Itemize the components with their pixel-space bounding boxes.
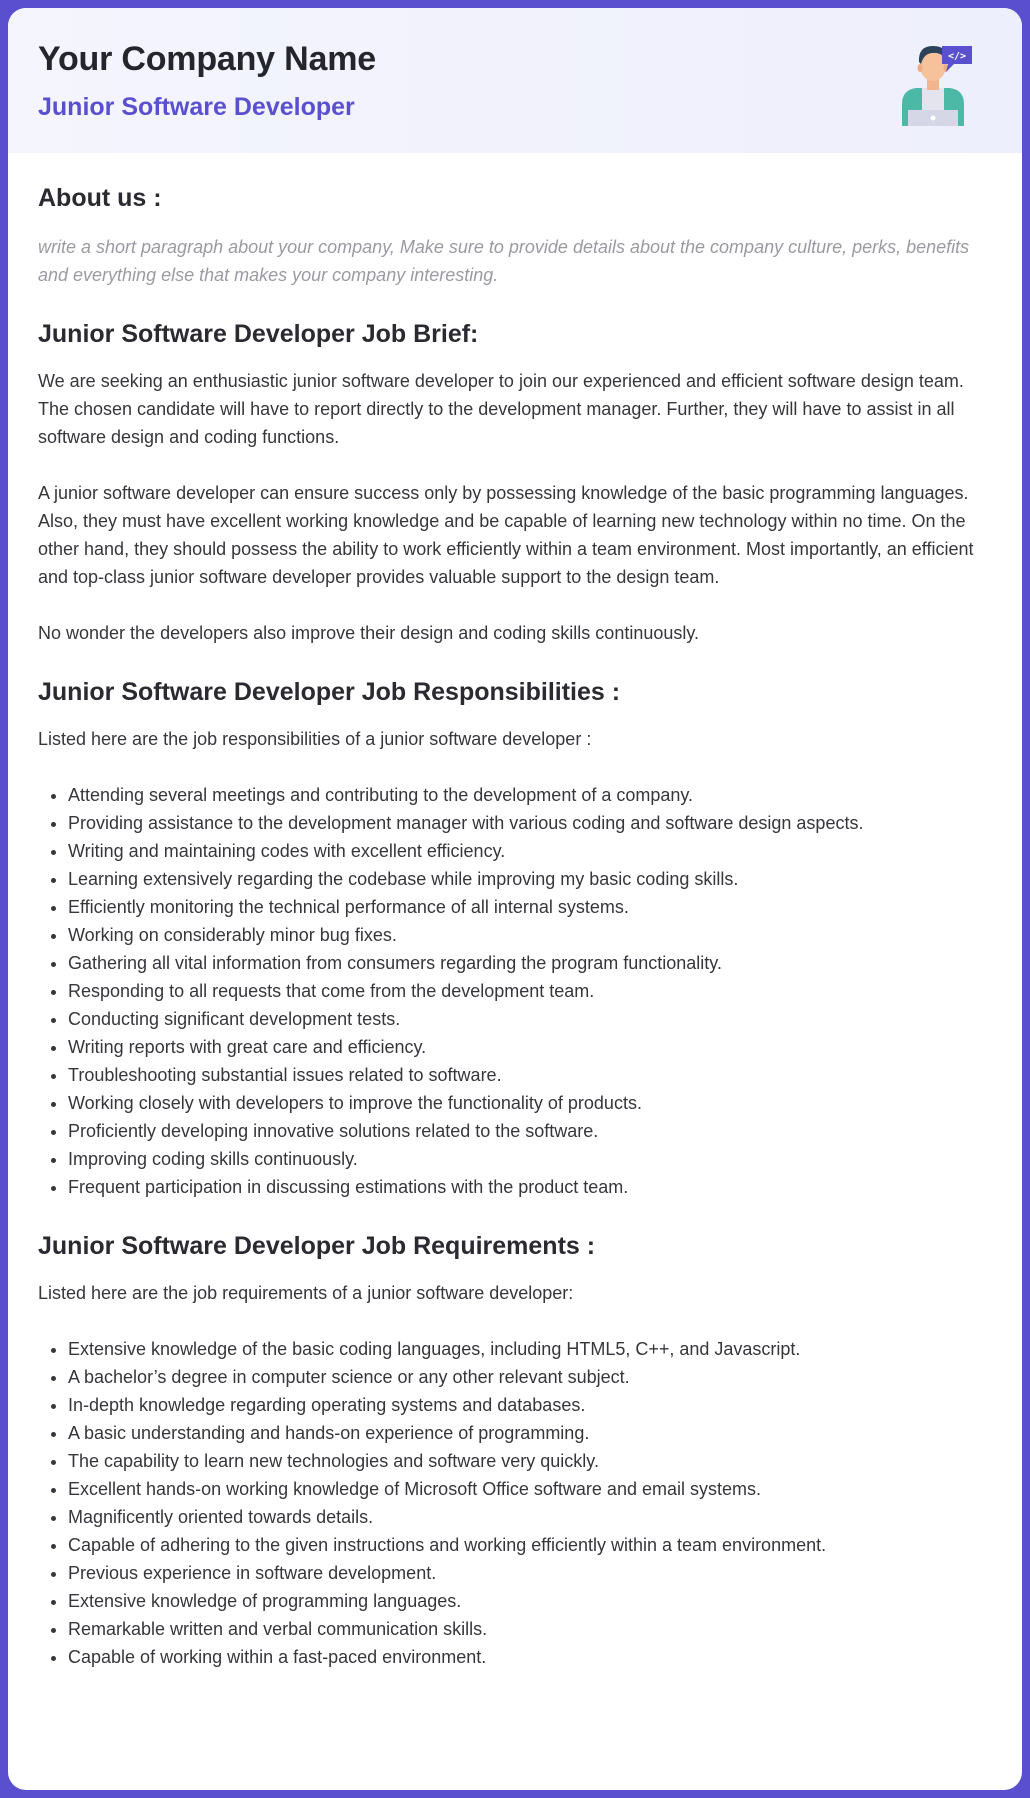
brief-heading: Junior Software Developer Job Brief:: [38, 320, 479, 348]
list-item: • Providing assistance to the development manager with various coding and software design aspects.: [68, 809, 992, 837]
list-item: • A bachelor’s degree in computer science or any other relevant subject.: [68, 1363, 992, 1391]
brief-paragraph: No wonder the developers also improve their design and coding skills continuously.: [38, 623, 700, 643]
brief-paragraph: We are seeking an enthusiastic junior software developer to join our experienced and efficient software design team. The chosen candidate will have to report directly to the development manager. Further, they will have to assist in all software design and coding functions.: [38, 371, 964, 447]
list-item: • Extensive knowledge of the basic coding languages, including HTML5, C++, and Javascript.: [68, 1335, 992, 1363]
list-item: • Attending several meetings and contributing to the development of a company.: [68, 781, 992, 809]
about-placeholder: write a short paragraph about your company, Make sure to provide details about the company culture, perks, benefits and everything else that makes your company interesting.: [38, 237, 970, 285]
list-item: • Capable of adhering to the given instructions and working efficiently within a team environment.: [68, 1531, 992, 1559]
list-item: • Troubleshooting substantial issues related to software.: [68, 1061, 992, 1089]
brief-paragraph: A junior software developer can ensure success only by possessing knowledge of the basic programming languages. Also, they must have excellent working knowledge and be capable of learning new technology within no time. On the other hand, they should possess the ability to work efficiently within a team environment. Most importantly, an efficient and top-class junior software developer provides valuable support to the design team.: [38, 483, 974, 587]
list-item: • Working closely with developers to improve the functionality of products.: [68, 1089, 992, 1117]
list-item: • Remarkable written and verbal communication skills.: [68, 1615, 992, 1643]
list-item: • Excellent hands-on working knowledge of Microsoft Office software and email systems.: [68, 1475, 992, 1503]
list-item: • Proficiently developing innovative solutions related to the software.: [68, 1117, 992, 1145]
requirements-list: [38, 1335, 992, 1671]
list-item: • Magnificently oriented towards details.: [68, 1503, 992, 1531]
requirements-heading: Junior Software Developer Job Requirements :: [38, 1232, 596, 1260]
list-item: • Previous experience in software development.: [68, 1559, 992, 1587]
header: [8, 8, 1022, 153]
requirements-intro: Listed here are the job requirements of a junior software developer:: [38, 1283, 574, 1303]
responsibilities-heading: Junior Software Developer Job Responsibilities :: [38, 678, 621, 706]
list-item: • Learning extensively regarding the codebase while improving my basic coding skills.: [68, 865, 992, 893]
about-heading: About us :: [38, 184, 162, 212]
responsibilities-list: [38, 781, 992, 1201]
job-description-card: [8, 8, 1022, 1790]
job-title: Junior Software Developer: [38, 93, 355, 121]
code-glyph: </>: [947, 51, 967, 62]
list-item: • Working on considerably minor bug fixes.: [68, 921, 992, 949]
list-item: • Capable of working within a fast-paced environment.: [68, 1643, 992, 1671]
list-item: • In-depth knowledge regarding operating systems and databases.: [68, 1391, 992, 1419]
company-name: Your Company Name: [38, 40, 376, 78]
list-item: • Improving coding skills continuously.: [68, 1145, 992, 1173]
list-item: • Writing reports with great care and efficiency.: [68, 1033, 992, 1061]
responsibilities-intro: Listed here are the job responsibilities of a junior software developer :: [38, 729, 592, 749]
content: [8, 153, 1022, 1671]
list-item: • Conducting significant development tests.: [68, 1005, 992, 1033]
list-item: • Frequent participation in discussing estimations with the product team.: [68, 1173, 992, 1201]
developer-avatar-icon: [900, 38, 972, 126]
list-item: • Extensive knowledge of programming languages.: [68, 1587, 992, 1615]
code-bubble-icon: [940, 44, 974, 74]
list-item: • A basic understanding and hands-on experience of programming.: [68, 1419, 992, 1447]
list-item: • Responding to all requests that come from the development team.: [68, 977, 992, 1005]
list-item: • Writing and maintaining codes with excellent efficiency.: [68, 837, 992, 865]
list-item: • Gathering all vital information from consumers regarding the program functionality.: [68, 949, 992, 977]
list-item: • Efficiently monitoring the technical performance of all internal systems.: [68, 893, 992, 921]
list-item: • The capability to learn new technologies and software very quickly.: [68, 1447, 992, 1475]
